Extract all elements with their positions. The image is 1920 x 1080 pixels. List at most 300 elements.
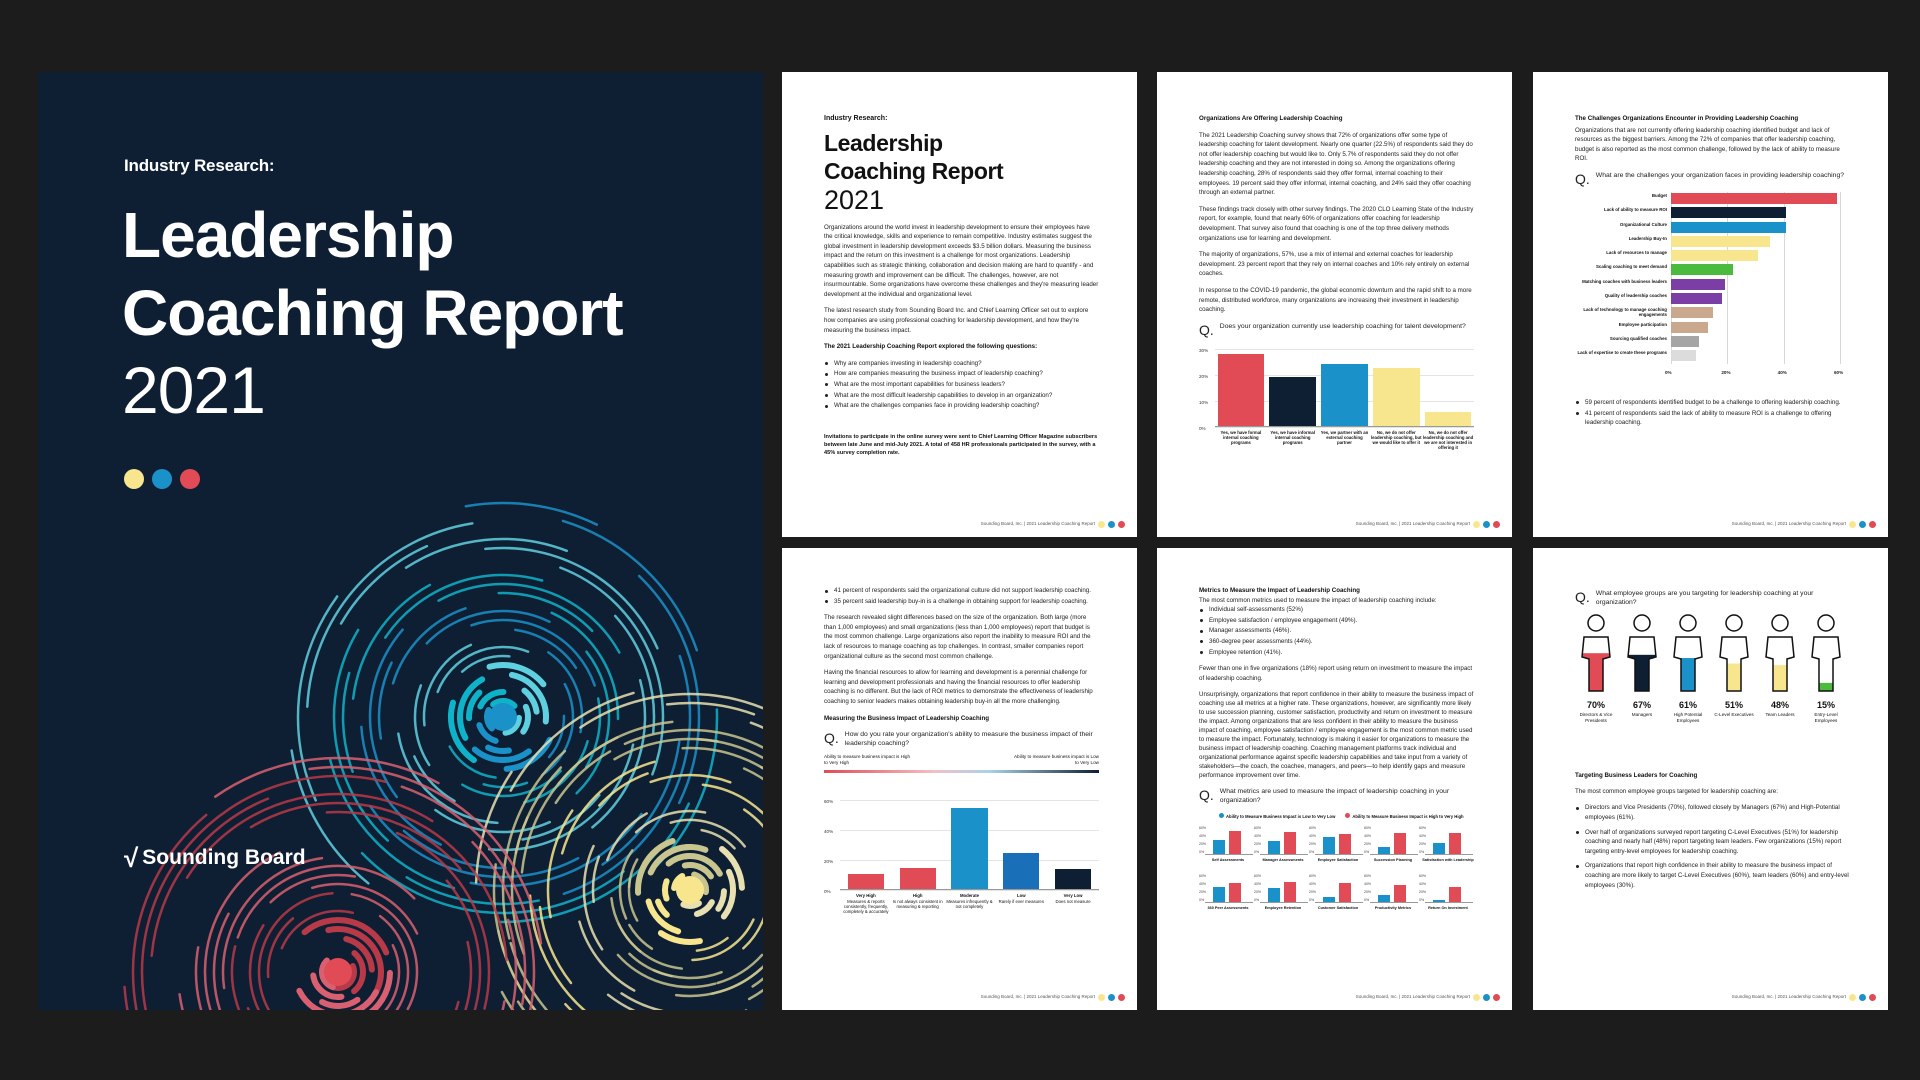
y-tick-label: 60% [1419,825,1427,830]
y-tick-label: 0% [1419,897,1425,902]
category-sublabel: Does not measure [1055,898,1091,904]
chart-bar [1671,193,1837,204]
list-item: How are companies measuring the business impact of leadership coaching? [824,369,1099,379]
page-title-line2: Coaching Report [824,157,1004,184]
x-axis [1215,426,1474,427]
decorative-arc [743,887,763,948]
decorative-arc [549,716,564,757]
blue-dot-icon [1859,994,1866,1001]
metrics-list [1199,605,1474,657]
category-label: Low Rarely if ever measures [995,893,1047,903]
category-label: Lack of resources to manage [1606,250,1667,256]
category-sublabel: Measures & reports consistently, frequently, completely & accurately [843,898,889,914]
y-tick-label: 20% [1254,889,1262,894]
y-tick-label: 60% [1309,873,1317,878]
question-text: What employee groups are you targeting for leadership coaching at your organization? [1595,590,1814,606]
metric-panel [1419,873,1477,913]
x-tick-label: 0% [1665,369,1672,375]
list-item: Individual self-assessments (52%) [1199,605,1474,615]
chart-bar [1671,250,1758,261]
x-tick-label: 20% [1721,369,1731,375]
category-label: C-Level Executives [1714,712,1754,718]
y-tick-label: 20% [1199,841,1207,846]
blue-dot-icon [1108,994,1115,1001]
page-title-line1: Leadership [824,129,943,156]
yellow-dot-icon [1473,994,1480,1001]
percent-label: 67% [1632,699,1651,710]
list-item: Over half of organizations surveyed report targeting C-Level Executives (51%) for leadership coaching and nearly half (48%) report targeting team leaders. Few organizations (15%) report targeting entry-level employees for leadership coaching. [1575,828,1850,857]
y-tick-label: 30% [1199,347,1209,353]
y-tick-label: 20% [1364,889,1372,894]
x-axis [840,889,1099,890]
category-sublabel: Is not always consistent in measuring & reporting [892,898,943,909]
metrics-small-multiples [1199,825,1474,921]
decorative-arc [298,597,337,801]
question-q-icon: Q. [1575,170,1590,187]
list-item: Employee retention (41%). [1199,648,1474,658]
y-tick-label: 60% [1254,825,1262,830]
category-label: Moderate Measures infrequently & not completely [944,893,996,909]
category-label: Very High Measures & reports consistently, frequently, completely & accurately [840,893,892,914]
list-item: 41 percent of respondents said the lack of ability to measure ROI is a challenge to offering leadership coaching. [1575,409,1850,428]
blue-dot-icon [1108,521,1115,528]
panel-label: Productivity Metrics [1374,905,1412,910]
chart-bar [1213,887,1225,903]
list-item: Organizations that report high confidence in their ability to measure the business impact of coaching are more likely to target C-Level Executives (60%), team leaders (60%) and entry-level employees (30%). [1575,861,1850,890]
impact-scale [824,754,1099,784]
survey-question [1199,323,1474,337]
page-year: 2021 [824,184,885,215]
y-tick-label: 0% [1309,897,1315,902]
decorative-arc [661,933,700,942]
panel-label: Manager Assessments [1262,857,1304,862]
cover-year: 2021 [122,353,265,427]
y-tick-label: 40% [1199,881,1207,886]
chart-bar [1671,350,1696,361]
list-item: Directors and Vice Presidents (70%), followed closely by Managers (67%) and High-Potential employees (61%). [1575,803,1850,822]
methodology-note: Invitations to participate in the online survey were sent to Chief Learning Officer Magazine subscribers between late June and mid-July 2021. A total of 458 HR professionals participated in the survey, with a 45% survey completion rate. [824,433,1098,456]
decorative-arc [607,813,646,859]
decorative-arc [205,852,280,1010]
paragraph: Unsurprisingly, organizations that report confidence in their ability to measure the business impact of coaching use all metrics at a higher rate. These organizations, however, are significantly more likely to use succession planning, customer satisfaction, productivity and return on investment to measure the impact. Among organizations that are less confident in their ability to measure the business impact of coaching, employee satisfaction / employee engagement is the most common metric used to measure the impact. Fortunately, technology is making it easier for organizations to measure the business impact of leadership coaching. Coaching management platforms track individual and organizational performance against specific leadership capabilities and take input from a variety of stakeholders—the coach, the coachee, managers, and peers—to help identify gaps and measure performance improvement over time. [1199,691,1474,780]
metric-panel [1254,825,1315,865]
percent-label: 51% [1724,699,1743,710]
category-label: Yes, we partner with an external coaching partner [1320,429,1369,446]
blue-dot-icon [1483,994,1490,1001]
panel-label: Self Assessments [1211,857,1245,862]
list-item: Employee satisfaction / employee engagement (49%). [1199,616,1474,626]
cover-title-line1: Leadership [122,199,454,271]
y-tick-label: 20% [1309,841,1317,846]
chart-bar [1321,364,1368,426]
x-tick-label: 40% [1777,369,1787,375]
question-text: What metrics are used to measure the impact of leadership coaching in your organization? [1219,788,1450,804]
findings-list [1575,803,1850,890]
footer-text: Sounding Board, Inc. | 2021 Leadership Coaching Report [1355,994,1470,1000]
person-icon [1717,613,1751,693]
page-footer [981,992,1125,1002]
paragraph: Organizations that are not currently offering leadership coaching identified budget and lack of resources as the biggest barriers. Among the 72% of companies that offer leadership coaching, budget is also reported as the most common challenge, followed by the lack of ability to measure ROI. [1575,126,1840,163]
y-tick-label: 0% [1309,849,1315,854]
yellow-dot-icon [124,469,144,489]
chart-bar [1339,883,1351,903]
employee-figure [1805,613,1847,723]
chart-bar [1323,837,1335,855]
ring-center-dot [489,703,517,731]
legend-item [1345,812,1463,822]
y-tick-label: 20% [1419,841,1427,846]
list-item: 35 percent said leadership buy-in is a challenge in obtaining support for leadership coaching. [824,597,1099,607]
category-label: Lack of technology to manage coaching engagements [1583,307,1667,318]
chart-bar [1229,883,1241,903]
employee-figure [1621,613,1663,718]
chart-bar [1218,354,1265,427]
gridline [1215,349,1474,350]
legend-label: Ability to Measure Business Impact is High to Very High [1352,813,1464,819]
category-label: Team Leaders [1765,712,1795,718]
category-label: Lack of expertise to create these programs [1577,350,1667,356]
challenges-chart [1575,192,1850,392]
chart-bar [1055,869,1091,890]
category-label: Yes, we have formal internal coaching programs [1220,429,1262,446]
y-tick-label: 40% [1254,881,1262,886]
question-q-icon: Q. [1575,589,1590,605]
decorative-arc [559,722,673,784]
impact-rating-chart [824,794,1099,924]
category-label: Very Low Does not measure [1047,893,1099,903]
survey-question [1575,590,1850,607]
y-tick-label: 60% [1309,825,1317,830]
paragraph: The most common employee groups targeted for leadership coaching are: [1575,787,1778,795]
chart-bar [1269,377,1316,426]
chart-bar [1671,307,1713,318]
y-tick-label: 20% [1309,889,1317,894]
category-label: High Is not always consistent in measuring & reporting [892,893,943,909]
category-label: Organizational Culture [1619,221,1667,227]
y-tick-label: 40% [1364,881,1372,886]
cover-kicker: Industry Research: [124,156,275,175]
decorative-arc [250,925,291,1010]
findings-list [1575,398,1850,428]
employee-figure [1713,613,1755,718]
paragraph: The majority of organizations, 57%, use a mix of internal and external coaches for leadership development. 23 percent report that they rely on internal coaches and 10% rely entirely on external coaches. [1199,251,1470,278]
question-text: How do you rate your organization's ability to measure the business impact of their leadership coaching? [844,731,1093,747]
page-intro [782,72,1137,537]
decorative-arc [523,707,528,732]
panel-label: 360 Peer Assessments [1207,905,1249,910]
decorative-arc [563,521,697,650]
list-item: Manager assessments (46%). [1199,626,1474,636]
section-heading: Measuring the Business Impact of Leadership Coaching [824,714,990,722]
question-text: What are the challenges your organization faces in providing leadership coaching? [1595,171,1845,179]
chart-bar [1671,322,1708,333]
survey-question [824,731,1099,748]
metric-panel [1199,825,1260,865]
category-label: Leadership Buy-In [1628,235,1667,241]
paragraph: Having the financial resources to allow for learning and development is a perennial challenge for learning and development professionals and having the financial resources to offer leadership coaching is no different. But the lack of ROI metrics to demonstrate the effectiveness of leadership coaching to senior leaders makes obtaining leadership buy-in all the more challenging. [824,669,1093,705]
category-label: Sourcing qualified coaches [1609,335,1667,341]
gridline-vertical [1840,192,1841,364]
paragraph: The 2021 Leadership Coaching survey shows that 72% of organizations offer some type of leadership coaching for talent development. Nearly one quarter (22.5%) of respondents said they do not offer leadership coaching but would like to. Only 5.7% of respondents said they do not offer leadership coaching and they are not interested in doing so. Among the organizations offering leadership coaching, 28% of respondents said they offer formal, internal coaching to their employees. 19 percent said they offer informal, internal coaching, and 24% said they offer coaching through an external partner. [1199,131,1473,197]
category-label: Directors & Vice Presidents [1579,712,1613,723]
section-heading: Targeting Business Leaders for Coaching [1575,772,1698,780]
y-tick-label: 60% [1419,873,1427,878]
page-challenges [1533,72,1888,537]
gridline [1215,427,1474,428]
x-tick-label: 60% [1834,369,1844,375]
y-tick-label: 60% [1364,873,1372,878]
brand-logo [124,843,306,873]
decorative-arc [653,995,763,1010]
y-tick-label: 10% [1199,399,1209,405]
y-tick-label: 0% [1364,897,1370,902]
page-kicker: Industry Research: [824,115,888,122]
decorative-arc [466,503,597,525]
page-measuring-impact [782,548,1137,1010]
question-q-icon: Q. [1199,321,1214,338]
page-footer [1356,992,1500,1002]
checkmark-logo-icon: √ [124,843,139,873]
page-offering-coaching [1157,72,1512,537]
paragraph: In response to the COVID-19 pandemic, the global economic downturn and the rapid shift to a more remote, distributed workforce, many organizations are increasing their investment in leadership coaching. [1199,286,1472,314]
decorative-arc [744,768,763,893]
coaching-usage-chart [1199,343,1474,453]
chart-bar [1229,831,1241,855]
category-label: Yes, we have informal internal coaching programs [1270,429,1316,446]
decorative-arc [424,645,471,725]
y-tick-label: 20% [1419,889,1427,894]
panel-label: Succession Planning [1373,857,1413,862]
category-label: Lack of ability to measure ROI [1604,207,1667,213]
survey-question [1575,172,1850,186]
page-footer [1732,992,1876,1002]
y-tick-label: 60% [1199,825,1207,830]
decorative-arc [438,647,528,692]
category-label: Scaling coaching to meet demand [1596,264,1667,270]
footer-text: Sounding Board, Inc. | 2021 Leadership Coaching Report [1731,994,1846,1000]
legend-swatch-icon [1345,813,1350,818]
decorative-arc [625,730,763,758]
study-paragraph: The latest research study from Sounding Board Inc. and Chief Learning Officer set out to explore how companies are using professional coaching for leadership development, and how they're measuring the business impact. [824,307,1089,334]
metric-panel [1309,825,1370,865]
decorative-arc [744,810,763,910]
y-tick-label: 40% [1419,833,1427,838]
chart-bar [900,868,936,891]
chart-bar [1373,368,1420,427]
category-label: No, we do not offer leadership coaching and we are not interested in offering it [1422,429,1474,451]
metric-panel [1199,873,1260,913]
list-item: What are the most difficult leadership capabilities to develop in an organization? [824,391,1099,401]
blue-dot-icon [1483,521,1490,528]
section-heading: Organizations Are Offering Leadership Coaching [1199,115,1343,122]
chart-bar [1268,888,1280,903]
footer-text: Sounding Board, Inc. | 2021 Leadership Coaching Report [1355,521,1470,527]
paragraph: These findings track closely with other survey findings. The 2020 CLO Learning State of the Industry report, for example, found that nearly 60% of organizations offer coaching for leadership development. That survey also found that coaching is one of the top three delivery methods organizations use for learning and development. [1199,205,1474,242]
report-cover [38,72,763,1010]
cover-title-line2: Coaching Report [122,277,623,349]
legend-label: Ability to Measure Business Impact is Low to Very Low [1226,813,1336,819]
y-tick-label: 40% [1309,881,1317,886]
gridline [840,800,1099,801]
page-footer [1732,519,1876,529]
chart-bar [1449,833,1461,855]
chart-bar [1394,885,1406,903]
decorative-arc [393,608,466,683]
blue-dot-icon [1859,521,1866,528]
chart-bar [1671,264,1733,275]
footer-text: Sounding Board, Inc. | 2021 Leadership Coaching Report [980,994,1095,1000]
yellow-dot-icon [1849,521,1856,528]
decorative-arc [515,630,576,668]
panel-label: Satisfaction with Leadership [1422,857,1474,862]
brand-name: Sounding Board [142,846,306,869]
person-icon [1579,613,1613,693]
y-tick-label: 20% [1199,889,1207,894]
red-dot-icon [1493,994,1500,1001]
ring-center-dot [676,876,704,904]
question-q-icon: Q. [824,730,839,747]
yellow-dot-icon [1098,521,1105,528]
y-tick-label: 0% [1419,849,1425,854]
decorative-arc [416,920,516,1010]
chart-bar [1394,833,1406,855]
chart-bar [1003,853,1039,891]
y-tick-label: 0% [824,889,831,895]
red-dot-icon [1118,521,1125,528]
decorative-arc [665,881,667,898]
y-tick-label: 20% [1199,373,1209,379]
decorative-arc [718,891,724,909]
y-tick-label: 20% [824,859,834,865]
cover-title [122,196,623,352]
percent-label: 48% [1770,699,1789,710]
metric-panel [1419,825,1477,865]
footer-text: Sounding Board, Inc. | 2021 Leadership Coaching Report [1731,521,1846,527]
y-tick-label: 40% [1364,833,1372,838]
category-sublabel: Rarely if ever measures [998,898,1044,904]
decorative-arc [615,616,654,733]
decorative-arc [488,748,509,751]
y-tick-label: 60% [1364,825,1372,830]
category-label: Employee participation [1618,321,1667,327]
y-tick-label: 60% [1199,873,1207,878]
list-item: What are the challenges companies face in providing leadership coaching? [824,401,1099,411]
metric-panel [1254,873,1315,913]
yellow-dot-icon [1098,994,1105,1001]
y-tick-label: 40% [1419,881,1427,886]
findings-list [824,586,1099,606]
employee-groups-chart [1575,613,1850,743]
question-q-icon: Q. [1199,787,1214,804]
paragraph: The research revealed slight differences based on the size of the organization. Both large (more than 1,000 employees) and small organizations (less than 1,000 employees) report that budget is the most common challenge. Large organizations also report the inability to measure ROI and the lack of resources to manage coaching as top challenges. In contrast, smaller companies report organizational culture as the second most common challenge. [824,614,1091,660]
category-label: Budget [1651,192,1667,198]
scale-left-label: Ability to measure business impact is High to Very High [824,754,911,765]
question-text: Does your organization currently use leadership coaching for talent development? [1219,322,1466,330]
category-label: Entry-Level Employees [1814,712,1838,723]
decorative-arc [485,548,657,648]
y-tick-label: 0% [1199,849,1205,854]
y-tick-label: 0% [1199,897,1205,902]
questions-list [824,359,1099,411]
category-sublabel: Measures infrequently & not completely [946,898,993,909]
red-dot-icon [1118,994,1125,1001]
percent-label: 61% [1678,699,1697,710]
scale-right-label: Ability to measure business impact is Low to Very Low [1013,754,1099,765]
panel-label: Customer Satisfaction [1317,905,1359,910]
y-tick-label: 40% [1309,833,1317,838]
chart-bar [1671,207,1786,218]
decorative-arc [611,898,640,951]
chart-bar [951,808,987,891]
cover-dots [124,469,200,489]
list-item: What are the most important capabilities for business leaders? [824,380,1099,390]
category-label: No, we do not offer leadership coaching, but we would like to offer it [1370,429,1422,446]
legend-item [1219,812,1335,822]
section-heading: The Challenges Organizations Encounter in Providing Leadership Coaching [1575,115,1799,122]
page-metrics [1157,548,1512,1010]
chart-bar [1671,236,1770,247]
page-targeting [1533,548,1888,1010]
person-icon [1809,613,1843,693]
red-dot-icon [1869,521,1876,528]
footer-text: Sounding Board, Inc. | 2021 Leadership Coaching Report [980,521,1095,527]
person-icon [1763,613,1797,693]
decorative-arc [407,877,539,904]
y-tick-label: 20% [1364,841,1372,846]
page-footer [1356,519,1500,529]
category-label: Managers [1631,712,1653,718]
decorative-arc [667,703,754,714]
chart-bar [1671,336,1699,347]
red-dot-icon [1869,994,1876,1001]
chart-bar [1671,293,1722,304]
questions-heading: The 2021 Leadership Coaching Report explored the following questions: [824,343,1038,351]
metric-panel [1364,873,1425,913]
chart-bar [1213,840,1225,855]
percent-label: 15% [1816,699,1835,710]
person-icon [1671,613,1705,693]
percent-label: 70% [1586,699,1605,710]
y-tick-label: 20% [1254,841,1262,846]
metric-panel [1309,873,1370,913]
section-heading: Metrics to Measure the Impact of Leadership Coaching [1199,587,1360,594]
chart-bar [1425,412,1472,427]
gridline [840,890,1099,891]
chart-bar [1339,834,1351,855]
y-tick-label: 40% [1199,833,1207,838]
intro-paragraph: Organizations around the world invest in leadership development to ensure their employees have the critical knowledge, skills and experience to remain competitive. Industry estimates suggest the global investment in leadership development exceeds $3.5 billion dollars. Measuring the business impact and the return on this investment is a challenge for most organizations. Leadership capabilities such as strategic thinking, collaboration and decision making are hard to quantify - and measuring growth and improvement can be difficult. The challenges, however, are not insurmountable. Some organizations have overcome these challenges and they're measuring leader development at the individual and organizational level. [824,223,1099,298]
employee-figure [1575,613,1617,723]
decorative-arc [639,576,699,803]
decorative-arc [223,858,322,988]
person-icon [1625,613,1659,693]
decorative-arc [718,955,763,983]
decorative-arc [379,663,392,739]
chart-bar [848,874,884,891]
chart-bar [1284,882,1296,903]
legend-swatch-icon [1219,813,1224,818]
chart-bar [1284,832,1296,855]
decorative-arc [542,684,573,775]
decorative-arc [330,760,454,888]
list-item: 360-degree peer assessments (44%). [1199,637,1474,647]
red-dot-icon [180,469,200,489]
yellow-dot-icon [1849,994,1856,1001]
panel-label: Employee Retention [1264,905,1302,910]
y-tick-label: 40% [1254,833,1262,838]
scale-gradient-bar [824,770,1099,773]
panel-label: Return On Investment [1428,905,1468,910]
